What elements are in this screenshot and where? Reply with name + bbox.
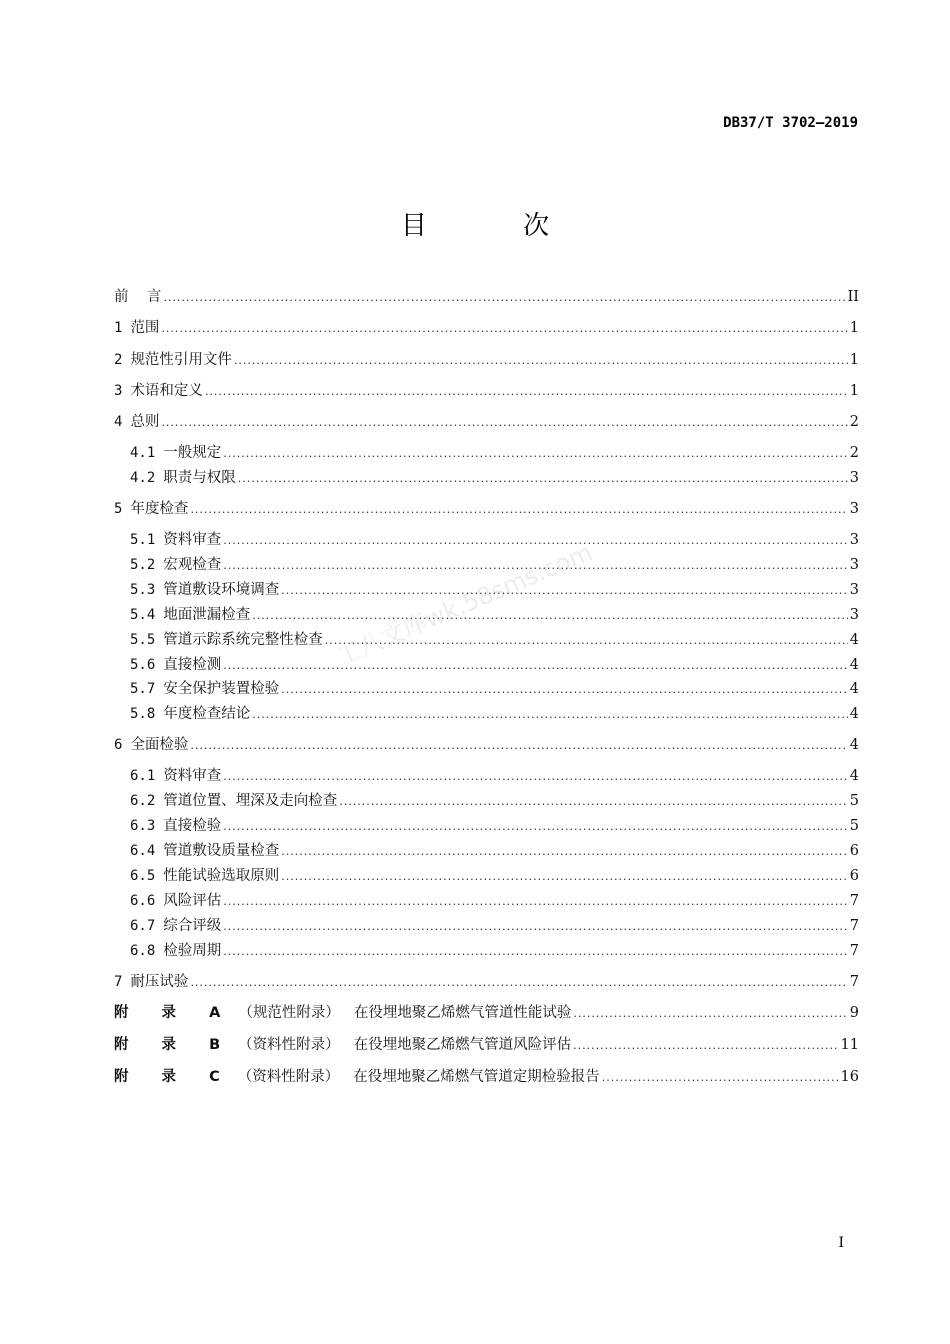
annex-type: （规范性附录） bbox=[238, 1005, 340, 1021]
toc-entry-6-2[interactable] bbox=[130, 790, 859, 812]
toc-entry-foreword[interactable] bbox=[114, 286, 859, 308]
toc-entry-number: 5.7 bbox=[130, 681, 156, 697]
toc-entry-title: 检验周期 bbox=[163, 943, 222, 959]
leader-dots bbox=[161, 318, 847, 340]
annex-page: 16 bbox=[840, 1069, 859, 1085]
annex-page: 11 bbox=[840, 1037, 859, 1053]
toc-entry-title: 地面泄漏检查 bbox=[163, 607, 251, 623]
toc-entry-page: 3 bbox=[849, 557, 859, 573]
leader-dots bbox=[339, 791, 847, 813]
toc-entry-page: II bbox=[847, 289, 859, 305]
toc-entry-title: 总则 bbox=[130, 414, 160, 430]
toc-entry-number: 4.1 bbox=[130, 445, 156, 461]
toc-entry-number: 6.4 bbox=[130, 843, 156, 859]
toc-entry-page: 3 bbox=[849, 607, 859, 623]
toc-entry-number: 5.3 bbox=[130, 582, 156, 598]
toc-entry-4[interactable] bbox=[114, 411, 859, 433]
toc-entry-page: 5 bbox=[849, 793, 859, 809]
toc-entry-number: 5.6 bbox=[130, 657, 156, 673]
toc-entry-page: 4 bbox=[849, 657, 859, 673]
toc-entry-number: 6.3 bbox=[130, 818, 156, 834]
toc-entry-6-8[interactable] bbox=[130, 940, 859, 962]
toc-entry-6-1[interactable] bbox=[130, 765, 859, 787]
toc-entry-number: 5.4 bbox=[130, 607, 156, 623]
toc-entry-title: 性能试验选取原则 bbox=[163, 868, 280, 884]
annex-label: 附 录 A bbox=[114, 1005, 235, 1021]
toc-entry-page: 4 bbox=[849, 706, 859, 722]
toc-entry-4-1[interactable] bbox=[130, 442, 859, 464]
toc-entry-number: 3 bbox=[114, 383, 123, 399]
toc-entry-6-6[interactable] bbox=[130, 890, 859, 912]
leader-dots bbox=[281, 866, 847, 888]
toc-entry-number: 6.1 bbox=[130, 768, 156, 784]
toc-entry-page: 7 bbox=[849, 943, 859, 959]
annex-page: 9 bbox=[849, 1005, 859, 1021]
leader-dots bbox=[238, 468, 848, 490]
toc-entry-number: 1 bbox=[114, 320, 123, 336]
toc-entry-title: 风险评估 bbox=[163, 893, 222, 909]
toc-entry-4-2[interactable] bbox=[130, 467, 859, 489]
toc-entry-5-6[interactable] bbox=[130, 654, 859, 676]
toc-entry-title: 综合评级 bbox=[163, 918, 222, 934]
toc-entry-number: 6.6 bbox=[130, 893, 156, 909]
leader-dots bbox=[602, 1067, 839, 1089]
leader-dots bbox=[223, 891, 847, 913]
leader-dots bbox=[281, 580, 847, 602]
annex-type: （资料性附录） bbox=[238, 1037, 340, 1053]
toc-entry-title: 资料审查 bbox=[163, 768, 222, 784]
toc-entry-page: 1 bbox=[849, 320, 859, 336]
leader-dots bbox=[223, 443, 847, 465]
toc-entry-page: 1 bbox=[849, 352, 859, 368]
toc-entry-5-5[interactable] bbox=[130, 629, 859, 651]
toc-entry-5-8[interactable] bbox=[130, 703, 859, 725]
toc-entry-number: 5.2 bbox=[130, 557, 156, 573]
leader-dots bbox=[573, 1035, 838, 1057]
toc-entry-title: 全面检验 bbox=[130, 737, 189, 753]
toc-entry-number: 5.5 bbox=[130, 632, 156, 648]
document-code: DB37/T 3702—2019 bbox=[723, 115, 858, 131]
footer-page-number: I bbox=[838, 1235, 844, 1251]
toc-annex-c[interactable] bbox=[114, 1066, 859, 1088]
toc-annex-b[interactable] bbox=[114, 1034, 859, 1056]
leader-dots bbox=[252, 704, 847, 726]
toc-entry-page: 7 bbox=[849, 918, 859, 934]
toc-entry-6-3[interactable] bbox=[130, 815, 859, 837]
toc-entry-number: 6.8 bbox=[130, 943, 156, 959]
toc-entry-number: 6 bbox=[114, 737, 123, 753]
leader-dots bbox=[573, 1003, 847, 1025]
leader-dots bbox=[190, 499, 847, 521]
leader-dots bbox=[252, 605, 847, 627]
leader-dots bbox=[190, 972, 847, 994]
toc-entry-title: 术语和定义 bbox=[130, 383, 203, 399]
leader-dots bbox=[223, 916, 847, 938]
toc-entry-7[interactable] bbox=[114, 971, 859, 993]
toc-entry-title: 直接检验 bbox=[163, 818, 222, 834]
toc-entry-number: 2 bbox=[114, 352, 123, 368]
leader-dots bbox=[190, 735, 847, 757]
toc-entry-page: 6 bbox=[849, 868, 859, 884]
toc-entry-title: 规范性引用文件 bbox=[130, 352, 232, 368]
toc-entry-page: 7 bbox=[849, 974, 859, 990]
leader-dots bbox=[163, 287, 845, 309]
leader-dots bbox=[223, 766, 847, 788]
annex-title: 在役埋地聚乙烯燃气管道定期检验报告 bbox=[353, 1069, 600, 1085]
toc-entry-title: 资料审查 bbox=[163, 532, 222, 548]
toc-entry-number: 4.2 bbox=[130, 470, 156, 486]
toc-entry-title: 年度检查 bbox=[130, 501, 189, 517]
toc-entry-page: 5 bbox=[849, 818, 859, 834]
toc-entry-number: 4 bbox=[114, 414, 123, 430]
toc-entry-6-4[interactable] bbox=[130, 840, 859, 862]
toc-entry-title: 管道示踪系统完整性检查 bbox=[163, 632, 323, 648]
toc-entry-5-1[interactable] bbox=[130, 529, 859, 551]
leader-dots bbox=[223, 530, 847, 552]
toc-entry-number: 6.5 bbox=[130, 868, 156, 884]
toc-entry-title: 年度检查结论 bbox=[163, 706, 251, 722]
toc-entry-6-7[interactable] bbox=[130, 915, 859, 937]
annex-title: 在役埋地聚乙烯燃气管道性能试验 bbox=[353, 1005, 572, 1021]
toc-entry-3[interactable] bbox=[114, 380, 859, 402]
toc-entry-title: 一般规定 bbox=[163, 445, 222, 461]
toc-entry-page: 4 bbox=[849, 768, 859, 784]
toc-entry-title: 宏观检查 bbox=[163, 557, 222, 573]
toc-entry-page: 4 bbox=[849, 737, 859, 753]
toc-entry-6-5[interactable] bbox=[130, 865, 859, 887]
leader-dots bbox=[223, 816, 847, 838]
toc-title: 目 次 bbox=[400, 211, 594, 241]
toc-entry-title: 管道敷设质量检查 bbox=[163, 843, 280, 859]
toc-entry-page: 7 bbox=[849, 893, 859, 909]
annex-title: 在役埋地聚乙烯燃气管道风险评估 bbox=[353, 1037, 572, 1053]
toc-entry-title: 管道位置、埋深及走向检查 bbox=[163, 793, 338, 809]
toc-entry-page: 3 bbox=[849, 501, 859, 517]
toc-entry-title: 安全保护装置检验 bbox=[163, 681, 280, 697]
toc-entry-title: 管道敷设环境调查 bbox=[163, 582, 280, 598]
leader-dots bbox=[161, 412, 847, 434]
toc-entry-title: 范围 bbox=[130, 320, 160, 336]
toc-entry-number: 6.7 bbox=[130, 918, 156, 934]
toc-entry-page: 6 bbox=[849, 843, 859, 859]
toc-entry-number: 7 bbox=[114, 974, 123, 990]
annex-type: （资料性附录） bbox=[237, 1069, 340, 1085]
toc-entry-6[interactable] bbox=[114, 734, 859, 756]
toc-entry-number: 5.1 bbox=[130, 532, 156, 548]
toc-entry-page: 2 bbox=[849, 445, 859, 461]
toc-entry-page: 4 bbox=[849, 681, 859, 697]
toc-entry-page: 4 bbox=[849, 632, 859, 648]
annex-label: 附 录 B bbox=[114, 1037, 235, 1053]
toc-entry-page: 3 bbox=[849, 470, 859, 486]
toc-entry-number: 5 bbox=[114, 501, 123, 517]
leader-dots bbox=[281, 679, 847, 701]
toc-entry-5[interactable] bbox=[114, 498, 859, 520]
toc-entry-2[interactable] bbox=[114, 349, 859, 371]
toc-entry-5-7[interactable] bbox=[130, 678, 859, 700]
leader-dots bbox=[281, 841, 847, 863]
toc-entry-page: 2 bbox=[849, 414, 859, 430]
toc-annex-a[interactable] bbox=[114, 1002, 859, 1024]
leader-dots bbox=[205, 381, 848, 403]
toc-entry-page: 3 bbox=[849, 582, 859, 598]
leader-dots bbox=[223, 655, 847, 677]
toc-entry-number: 6.2 bbox=[130, 793, 156, 809]
toc-entry-title: 职责与权限 bbox=[163, 470, 236, 486]
leader-dots bbox=[234, 350, 848, 372]
toc-entry-title: 前 言 bbox=[114, 289, 162, 305]
toc-entry-page: 3 bbox=[849, 532, 859, 548]
leader-dots bbox=[223, 941, 847, 963]
toc-entry-page: 1 bbox=[849, 383, 859, 399]
watermark: 工八文库wk.58sms.com bbox=[332, 538, 597, 672]
toc-entry-1[interactable] bbox=[114, 317, 859, 339]
toc-entry-title: 耐压试验 bbox=[130, 974, 189, 990]
toc-entry-title: 直接检测 bbox=[163, 657, 222, 673]
toc-entry-number: 5.8 bbox=[130, 706, 156, 722]
annex-label: 附 录 C bbox=[114, 1069, 234, 1085]
